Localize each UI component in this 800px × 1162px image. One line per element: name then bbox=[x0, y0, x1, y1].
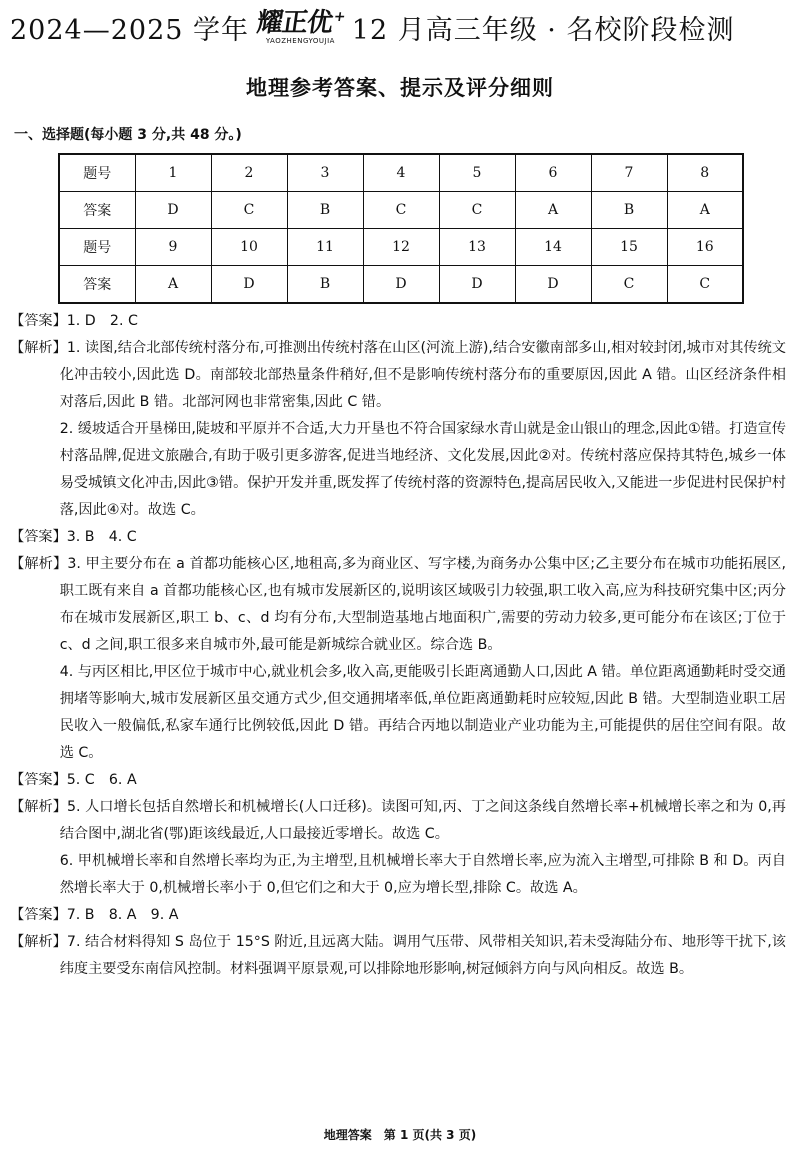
question-number-cell: 4 bbox=[363, 154, 439, 192]
answer-tag: 【答案】 bbox=[10, 772, 67, 788]
question-number-cell: 15 bbox=[591, 229, 667, 266]
analysis-paragraph bbox=[10, 416, 786, 524]
question-number-cell: 14 bbox=[515, 229, 591, 266]
question-number-cell: 10 bbox=[211, 229, 287, 266]
question-number-row-label: 题号 bbox=[59, 229, 135, 266]
answer-cell: D bbox=[211, 266, 287, 304]
answer-cell: A bbox=[667, 192, 743, 229]
analysis-tag: 【解析】 bbox=[10, 799, 67, 815]
analysis-paragraph bbox=[10, 794, 786, 848]
answer-line bbox=[10, 767, 786, 794]
question-number-cell: 1 bbox=[135, 154, 211, 192]
question-number-cell: 8 bbox=[667, 154, 743, 192]
answer-row-label: 答案 bbox=[59, 192, 135, 229]
analysis-paragraph bbox=[10, 929, 786, 983]
brand-name: 耀正优 bbox=[254, 7, 335, 38]
answer-cell: D bbox=[439, 266, 515, 304]
answer-text: 5. C 6. A bbox=[66, 772, 137, 788]
answer-tag: 【答案】 bbox=[10, 907, 67, 923]
exam-name: 12 月高三年级 · 名校阶段检测 bbox=[351, 14, 735, 46]
analysis-text: 3. 甲主要分布在 a 首都功能核心区,地租高,多为商业区、写字楼,为商务办公集中区;乙主要分布在城市功能拓展区,职工既有来自 a 首都功能核心区,也有城市发展新区的,说明该区域吸引力较强,职工收入高,应为科技研究集中区;丙分布在城市发展新区,职工 b、c、d 均有分布,大型制造基地占地面积广,需要的劳动力较多,更可能分布在该区;丁位于 c、d 之间,职工很多来自城市外,最可能是新城综合就业区。综合选 B。 bbox=[59, 556, 786, 653]
analysis-tag: 【解析】 bbox=[10, 340, 67, 356]
answer-row-label: 答案 bbox=[59, 266, 135, 304]
answer-row bbox=[59, 266, 743, 304]
brand-logo bbox=[254, 7, 346, 45]
answer-line bbox=[10, 524, 786, 551]
answer-cell: D bbox=[135, 192, 211, 229]
question-number-cell: 13 bbox=[439, 229, 515, 266]
analysis-text: 2. 缓坡适合开垦梯田,陡坡和平原并不合适,大力开垦也不符合国家绿水青山就是金山银山的理念,因此①错。打造宣传村落品牌,促进文旅融合,有助于吸引更多游客,促进当地经济、文化发展,因此②对。传统村落应保持其特色,城乡一体易受城镇文化冲击,因此③错。保护开发并重,既发挥了传统村落的资源特色,提高居民收入,又能进一步促进村民保护村落,因此④对。故选 C。 bbox=[59, 421, 786, 518]
analysis-paragraph bbox=[10, 551, 786, 659]
question-number-cell: 9 bbox=[135, 229, 211, 266]
answer-cell: C bbox=[363, 192, 439, 229]
question-number-row bbox=[59, 154, 743, 192]
question-number-cell: 11 bbox=[287, 229, 363, 266]
answer-cell: B bbox=[591, 192, 667, 229]
question-number-cell: 5 bbox=[439, 154, 515, 192]
analysis-paragraph bbox=[10, 848, 786, 902]
answer-text: 1. D 2. C bbox=[66, 313, 138, 329]
page-footer: 地理答案 第 1 页(共 3 页) bbox=[323, 1128, 477, 1142]
answer-line bbox=[10, 308, 786, 335]
answer-cell: B bbox=[287, 192, 363, 229]
brand-plus: + bbox=[332, 8, 346, 25]
answer-cell: D bbox=[515, 266, 591, 304]
question-number-cell: 7 bbox=[591, 154, 667, 192]
analysis-text: 4. 与丙区相比,甲区位于城市中心,就业机会多,收入高,更能吸引长距离通勤人口,因此 A 错。单位距离通勤耗时受交通拥堵等影响大,城市发展新区虽交通方式少,但交通拥堵率低,单位距离通勤耗时应较短,因此 B 错。大型制造业职工居民收入一般偏低,私家车通行比例较低,因此 D 错。再结合丙地以制造业产业功能为主,可能提供的居住空间有限。故选 C。 bbox=[59, 664, 786, 761]
question-number-cell: 2 bbox=[211, 154, 287, 192]
answer-line bbox=[10, 902, 786, 929]
analysis-tag: 【解析】 bbox=[10, 934, 67, 950]
answer-cell: C bbox=[591, 266, 667, 304]
analysis-paragraph bbox=[10, 659, 786, 767]
analysis-tag: 【解析】 bbox=[10, 556, 68, 572]
analysis-text: 5. 人口增长包括自然增长和机械增长(人口迁移)。读图可知,丙、丁之间这条线自然增长率+机械增长率之和为 0,再结合图中,湖北省(鄂)距该线最近,人口最接近零增长。故选 C。 bbox=[59, 799, 786, 842]
answer-cell: B bbox=[287, 266, 363, 304]
answer-text: 3. B 4. C bbox=[66, 529, 137, 545]
question-number-row-label: 题号 bbox=[59, 154, 135, 192]
answer-row bbox=[59, 192, 743, 229]
answer-cell: D bbox=[363, 266, 439, 304]
answer-cell: C bbox=[439, 192, 515, 229]
question-number-row bbox=[59, 229, 743, 266]
section-heading: 一、选择题(每小题 3 分,共 48 分。) bbox=[14, 127, 242, 143]
question-number-cell: 12 bbox=[363, 229, 439, 266]
analysis-text: 6. 甲机械增长率和自然增长率均为正,为主增型,且机械增长率大于自然增长率,应为流入主增型,可排除 B 和 D。丙自然增长率大于 0,机械增长率小于 0,但它们之和大于 0,应为增长型,排除 C。故选 A。 bbox=[59, 853, 786, 896]
question-number-cell: 6 bbox=[515, 154, 591, 192]
school-year: 2024—2025 学年 bbox=[10, 14, 250, 46]
exam-header bbox=[10, 4, 790, 50]
page-title: 地理参考答案、提示及评分细则 bbox=[246, 76, 554, 100]
brand-subtitle: YAOZHENGYOUJIA bbox=[265, 36, 335, 45]
analysis-text: 7. 结合材料得知 S 岛位于 15°S 附近,且远离大陆。调用气压带、风带相关知识,若未受海陆分布、地形等干扰下,该纬度主要受东南信风控制。材料强调平原景观,可以排除地形影响,树冠倾斜方向与风向相反。故选 B。 bbox=[59, 934, 786, 977]
explanations bbox=[10, 308, 786, 983]
analysis-text: 1. 读图,结合北部传统村落分布,可推测出传统村落在山区(河流上游),结合安徽南部多山,相对较封闭,城市对其传统文化冲击较小,因此选 D。南部较北部热量条件稍好,但不是影响传统村落分布的重要原因,因此 A 错。山区经济条件相对落后,因此 B 错。北部河网也非常密集,因此 C 错。 bbox=[59, 340, 786, 410]
analysis-paragraph bbox=[10, 335, 786, 416]
answer-text: 7. B 8. A 9. A bbox=[66, 907, 179, 923]
answer-table bbox=[58, 153, 744, 304]
answer-tag: 【答案】 bbox=[10, 529, 67, 545]
answer-cell: C bbox=[211, 192, 287, 229]
answer-cell: C bbox=[667, 266, 743, 304]
answer-cell: A bbox=[135, 266, 211, 304]
question-number-cell: 3 bbox=[287, 154, 363, 192]
answer-cell: A bbox=[515, 192, 591, 229]
answer-tag: 【答案】 bbox=[10, 313, 67, 329]
question-number-cell: 16 bbox=[667, 229, 743, 266]
